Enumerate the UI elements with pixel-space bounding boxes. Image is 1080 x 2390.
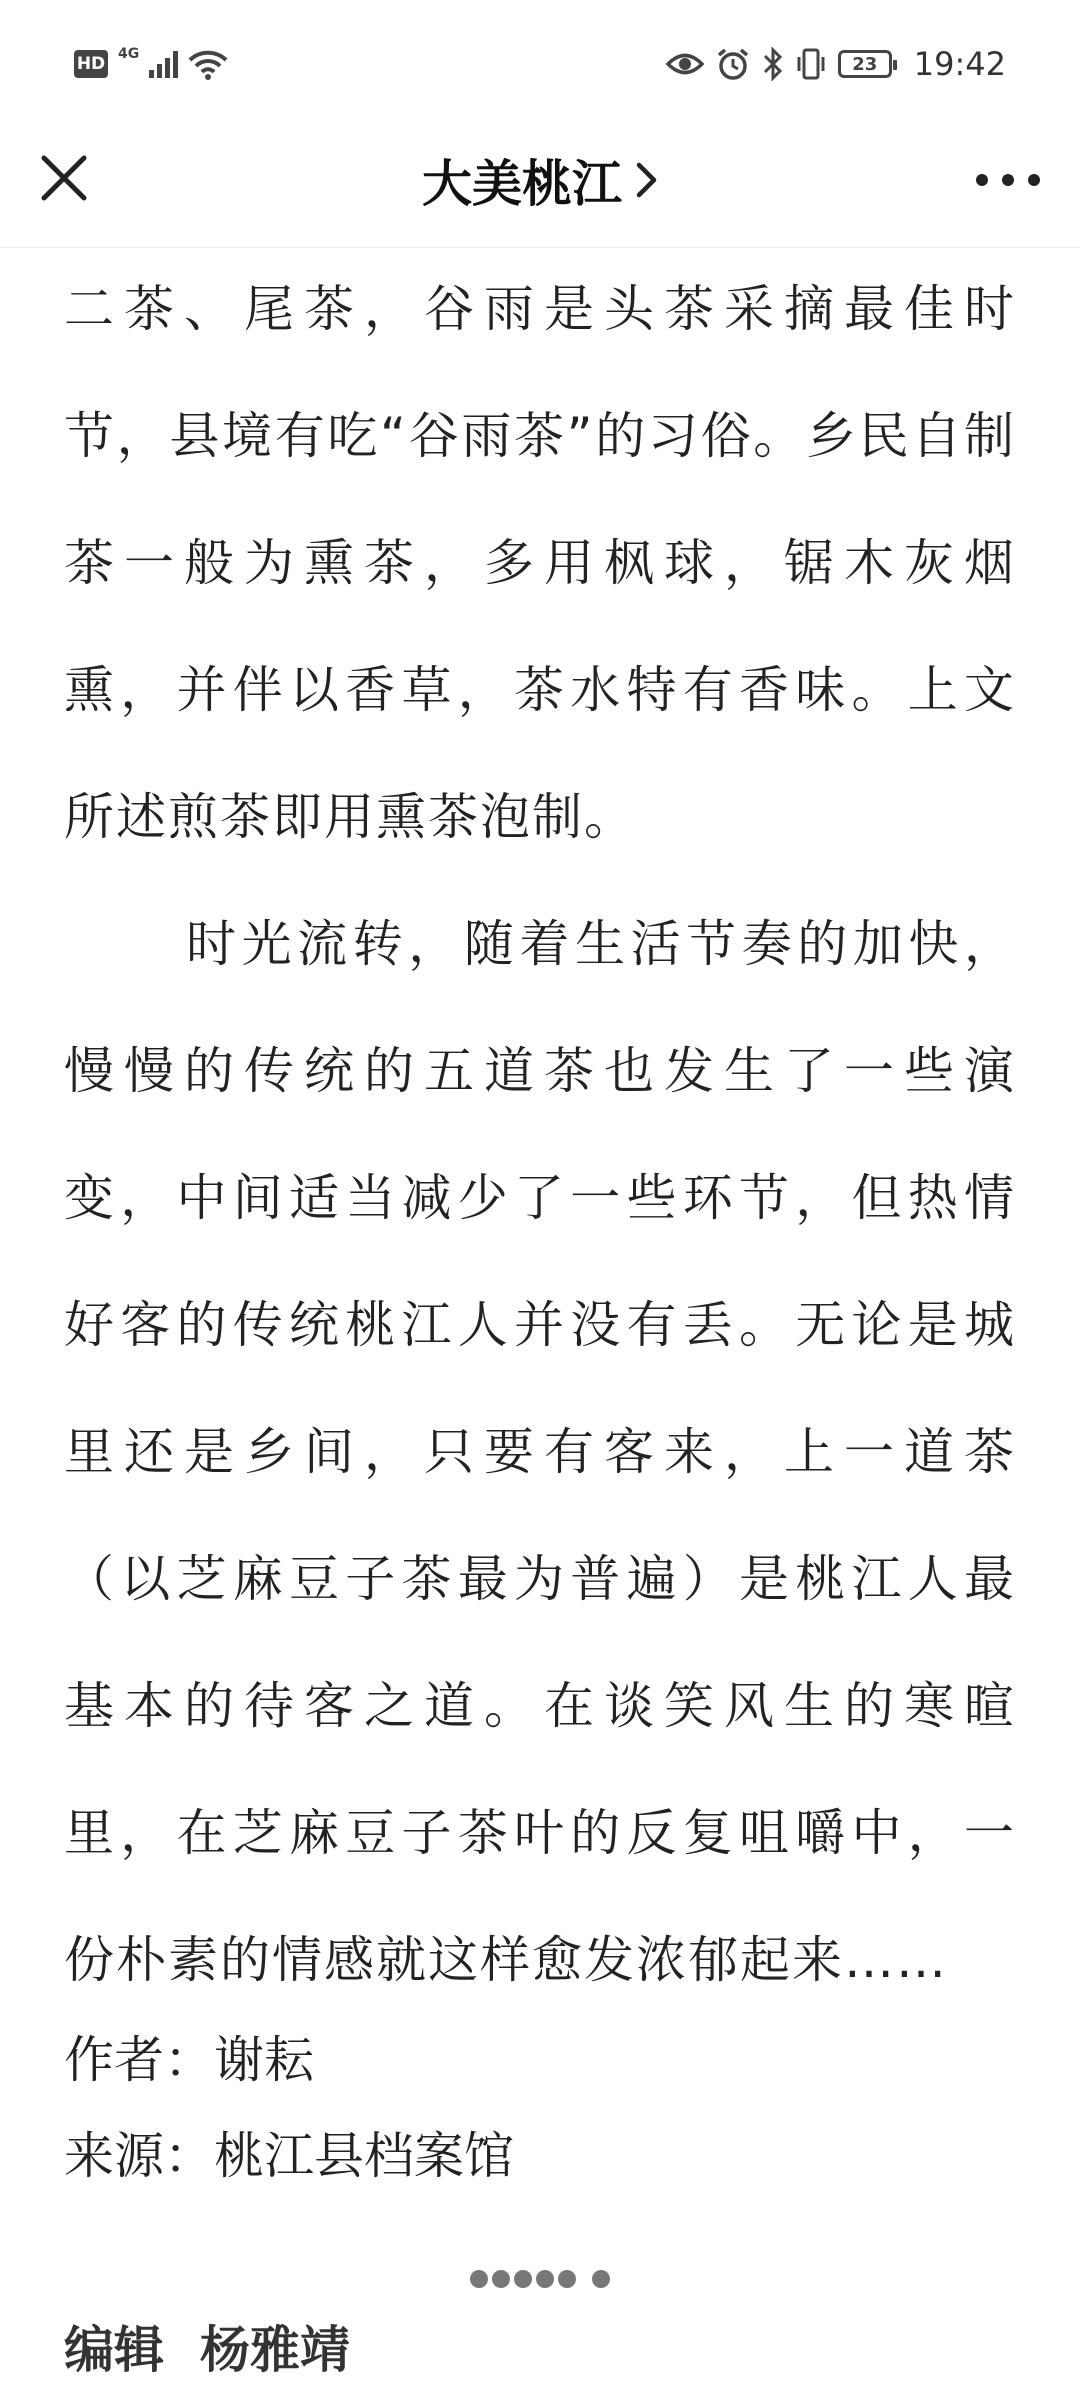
alarm-icon bbox=[716, 47, 750, 81]
editor-label: 编辑 bbox=[64, 2321, 164, 2379]
more-icon-dot bbox=[1028, 174, 1040, 186]
article-line: 里还是乡间，只要有客来，上一道茶 bbox=[64, 1423, 1016, 1481]
page-dot bbox=[592, 2270, 610, 2288]
status-left bbox=[74, 44, 228, 84]
article-line: 二茶、尾茶，谷雨是头茶采摘最佳时 bbox=[64, 280, 1016, 338]
article-line: 变，中间适当减少了一些环节，但热情 bbox=[64, 1169, 1016, 1227]
bluetooth-icon bbox=[762, 47, 784, 81]
page-dot bbox=[536, 2270, 554, 2288]
article-line: 茶一般为熏茶，多用枫球，锯木灰烟 bbox=[64, 534, 1016, 592]
more-icon-dot bbox=[976, 174, 988, 186]
article-line: 里，在芝麻豆子茶叶的反复咀嚼中，一 bbox=[64, 1804, 1016, 1862]
more-icon-dot bbox=[1002, 174, 1014, 186]
article-line: 份朴素的情感就这样愈发浓郁起来…… bbox=[64, 1931, 948, 1989]
battery-icon: 23 bbox=[838, 50, 892, 78]
status-bar bbox=[0, 0, 1080, 130]
nav-bar bbox=[0, 130, 1080, 248]
source-line: 来源：桃江县档案馆 bbox=[64, 2127, 514, 2185]
page-dot bbox=[470, 2270, 488, 2288]
article-line: （以芝麻豆子茶最为普遍）是桃江人最 bbox=[64, 1550, 1016, 1608]
article-line: 熏，并伴以香草，茶水特有香味。上文 bbox=[64, 661, 1016, 719]
signal-icon bbox=[149, 50, 178, 78]
page-indicator bbox=[0, 2270, 1080, 2288]
author-line: 作者：谢耘 bbox=[64, 2031, 314, 2089]
network-type: 4G bbox=[118, 46, 140, 62]
article-line: 基本的待客之道。在谈笑风生的寒暄 bbox=[64, 1677, 1016, 1735]
page-dot bbox=[558, 2270, 576, 2288]
eye-icon bbox=[666, 51, 704, 77]
article-line: 节，县境有吃“谷雨茶”的习俗。乡民自制 bbox=[64, 407, 1016, 465]
page-dot bbox=[492, 2270, 510, 2288]
clock: 19:42 bbox=[913, 45, 1006, 83]
article-line: 所述煎茶即用熏茶泡制。 bbox=[64, 788, 636, 846]
vibrate-icon bbox=[796, 47, 826, 81]
article-meta bbox=[64, 2012, 1016, 2204]
article-line: 慢慢的传统的五道茶也发生了一些演 bbox=[64, 1042, 1016, 1100]
editor-name: 杨雅靖 bbox=[200, 2321, 350, 2379]
more-button[interactable] bbox=[976, 160, 1040, 200]
page-indicator-group bbox=[470, 2270, 576, 2288]
article-line: 好客的传统桃江人并没有丢。无论是城 bbox=[64, 1296, 1016, 1354]
hd-badge: HD bbox=[74, 50, 108, 78]
editor-credit bbox=[64, 2310, 350, 2390]
status-right bbox=[666, 42, 1006, 86]
account-title-link[interactable] bbox=[0, 144, 1080, 216]
article-content bbox=[64, 248, 1016, 2204]
chevron-right-icon bbox=[636, 162, 658, 198]
page-dot bbox=[514, 2270, 532, 2288]
wifi-icon bbox=[188, 48, 228, 80]
account-title: 大美桃江 bbox=[422, 155, 622, 213]
article-body[interactable] bbox=[0, 248, 1080, 2388]
article-line: 时光流转，随着生活节奏的加快， bbox=[186, 915, 1016, 973]
